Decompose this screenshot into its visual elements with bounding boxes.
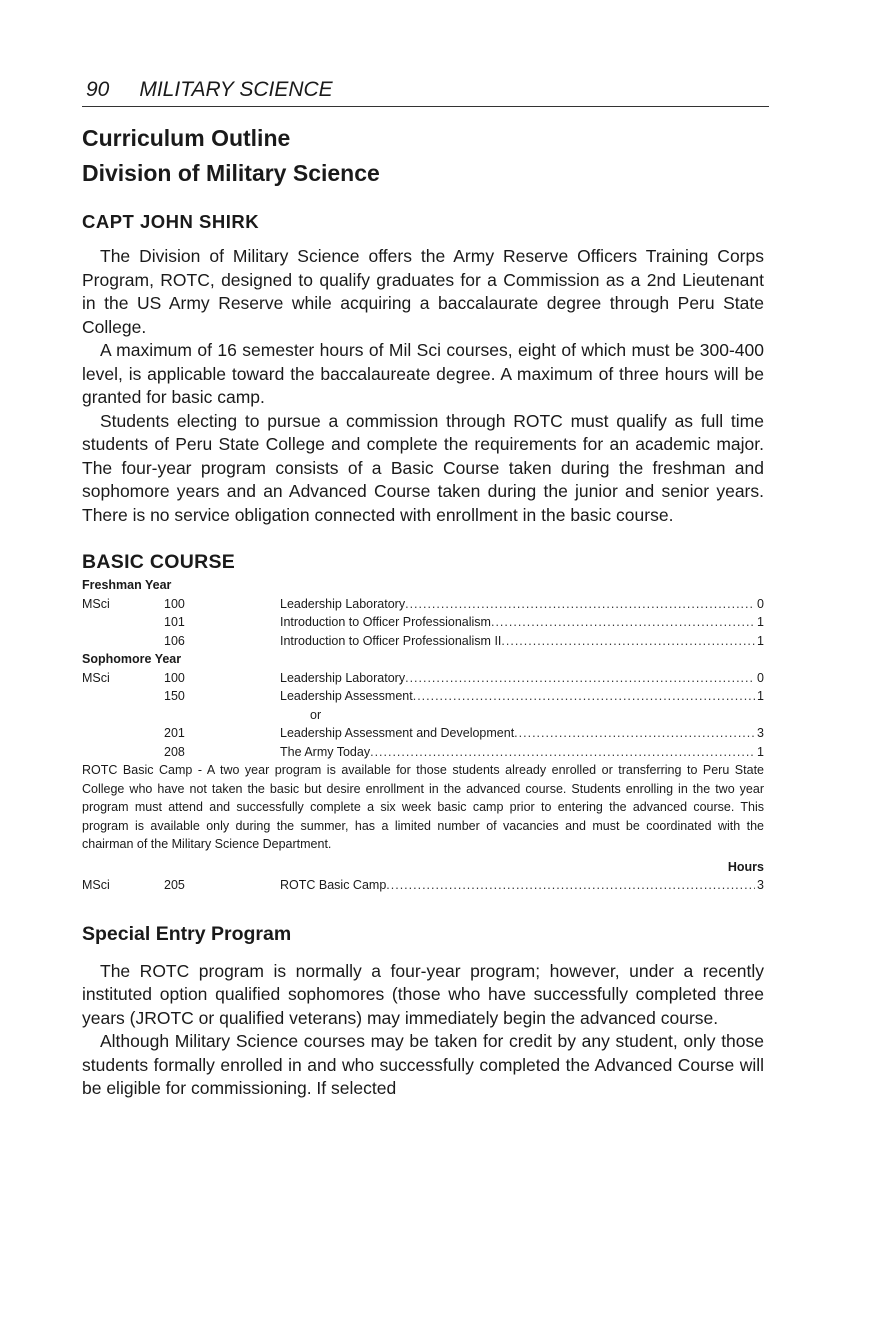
intro-paragraph: The Division of Military Science offers the Army Reserve Officers Training Corps Program, ROTC, designed to qualify graduates for a Commission as a 2nd Lieutenant in the US Army Reserve while acquiring a baccalaurate degree through Peru State College. xyxy=(82,246,764,337)
course-hours: 1 xyxy=(757,744,764,759)
course-title: Leadership Laboratory xyxy=(280,670,406,685)
course-title: ROTC Basic Camp xyxy=(280,878,387,892)
sophomore-course-list-alt xyxy=(82,724,764,761)
special-entry-paragraph: The ROTC program is normally a four-year program; however, under a recently instituted option qualified sophomores (those who have successfully completed three years (JROTC or qualified veterans) may immediately begin the advanced course. xyxy=(82,960,764,1028)
course-title-line xyxy=(280,595,764,614)
course-number: 205 xyxy=(164,878,185,892)
course-title: Introduction to Officer Professionalism II xyxy=(280,633,502,648)
special-entry-paragraph: Although Military Science courses may be taken for credit by any student, only those students formally enrolled in and who successfully completed the Advanced Course will be eligible for commissioning. If selected xyxy=(82,1031,764,1098)
course-number: 100 xyxy=(164,596,185,611)
course-title: Leadership Assessment and Development xyxy=(280,726,515,740)
course-title-line xyxy=(280,687,764,706)
or-separator: or xyxy=(310,707,322,722)
course-title-line xyxy=(280,743,764,762)
dot-leader xyxy=(386,876,755,895)
dot-leader xyxy=(491,613,755,632)
course-hours: 1 xyxy=(757,633,764,648)
page-title xyxy=(82,121,764,191)
course-row xyxy=(82,724,764,743)
dot-leader xyxy=(514,724,755,743)
course-row xyxy=(82,595,764,614)
course-row xyxy=(82,743,764,762)
course-title-line xyxy=(280,613,764,632)
course-hours: 1 xyxy=(757,689,764,703)
course-dept: MSci xyxy=(82,596,110,611)
course-hours: 0 xyxy=(757,596,764,611)
dot-leader xyxy=(405,595,755,614)
title-line-1: Curriculum Outline xyxy=(82,125,291,151)
sophomore-year-label: Sophomore Year xyxy=(82,652,182,666)
course-row xyxy=(82,669,764,688)
running-head xyxy=(82,78,769,107)
course-title-line xyxy=(280,876,764,895)
course-number: 101 xyxy=(164,615,185,629)
freshman-year-label: Freshman Year xyxy=(82,578,172,592)
course-title: Leadership Laboratory xyxy=(280,596,406,611)
course-number: 150 xyxy=(164,689,185,703)
faculty-name: CAPT JOHN SHIRK xyxy=(82,211,260,232)
special-entry-heading: Special Entry Program xyxy=(82,922,292,945)
dot-leader xyxy=(413,687,755,706)
course-dept xyxy=(82,743,164,762)
title-line-2: Division of Military Science xyxy=(82,160,380,186)
course-dept: MSci xyxy=(82,670,110,685)
course-number: 201 xyxy=(164,726,185,740)
basic-camp-note: ROTC Basic Camp - A two year program is available for those students already enrolled or transferring to Peru State College who have not taken the basic but desire enrollment in the advanced course. Students enrolling in the two year program must attend and successfully complete a six week basic camp prior to entering the advanced course. This program is available only during the summer, has a limited number of vacancies and must be coordinated with the chairman of the Military Science Department. xyxy=(82,763,764,851)
course-title: Leadership Assessment xyxy=(280,689,413,703)
course-number: 100 xyxy=(164,670,185,685)
page-number: 90 xyxy=(86,78,110,101)
hours-column-label: Hours xyxy=(727,859,764,874)
course-title-line xyxy=(280,632,764,651)
camp-course-list xyxy=(82,876,764,895)
course-row xyxy=(82,687,764,706)
intro-paragraph: Students electing to pursue a commission through ROTC must qualify as full time students of Peru State College and complete the requirements for an academic major. The four-year program consists of a Basic Course taken during the freshman and sophomore years and an Advanced Course taken during the junior and senior years. There is no service obligation connected with enrollment in the basic course. xyxy=(82,410,764,525)
running-title: MILITARY SCIENCE xyxy=(139,78,333,101)
course-hours: 0 xyxy=(757,670,764,685)
course-dept xyxy=(82,687,164,706)
course-number: 208 xyxy=(164,744,185,759)
course-row xyxy=(82,876,764,895)
freshman-course-list xyxy=(82,595,764,651)
dot-leader xyxy=(370,743,755,762)
intro-paragraph: A maximum of 16 semester hours of Mil Sci courses, eight of which must be 300-400 level, is applicable toward the baccalaureate degree. A maximum of three hours will be granted for basic camp. xyxy=(82,340,764,407)
course-number: 106 xyxy=(164,633,185,648)
course-hours: 3 xyxy=(757,726,764,740)
course-hours: 1 xyxy=(757,615,764,629)
basic-course-heading: BASIC COURSE xyxy=(82,551,236,573)
course-dept xyxy=(82,724,164,743)
course-dept xyxy=(82,613,164,632)
course-title: Introduction to Officer Professionalism xyxy=(280,615,491,629)
dot-leader xyxy=(405,669,755,688)
course-title-line xyxy=(280,669,764,688)
course-dept xyxy=(82,632,164,651)
course-title-line xyxy=(280,724,764,743)
course-row xyxy=(82,632,764,651)
course-title: The Army Today xyxy=(280,744,371,759)
dot-leader xyxy=(501,632,755,651)
course-row xyxy=(82,613,764,632)
sophomore-course-list xyxy=(82,669,764,706)
course-hours: 3 xyxy=(757,878,764,892)
page xyxy=(82,78,764,1101)
course-dept: MSci xyxy=(82,878,110,892)
